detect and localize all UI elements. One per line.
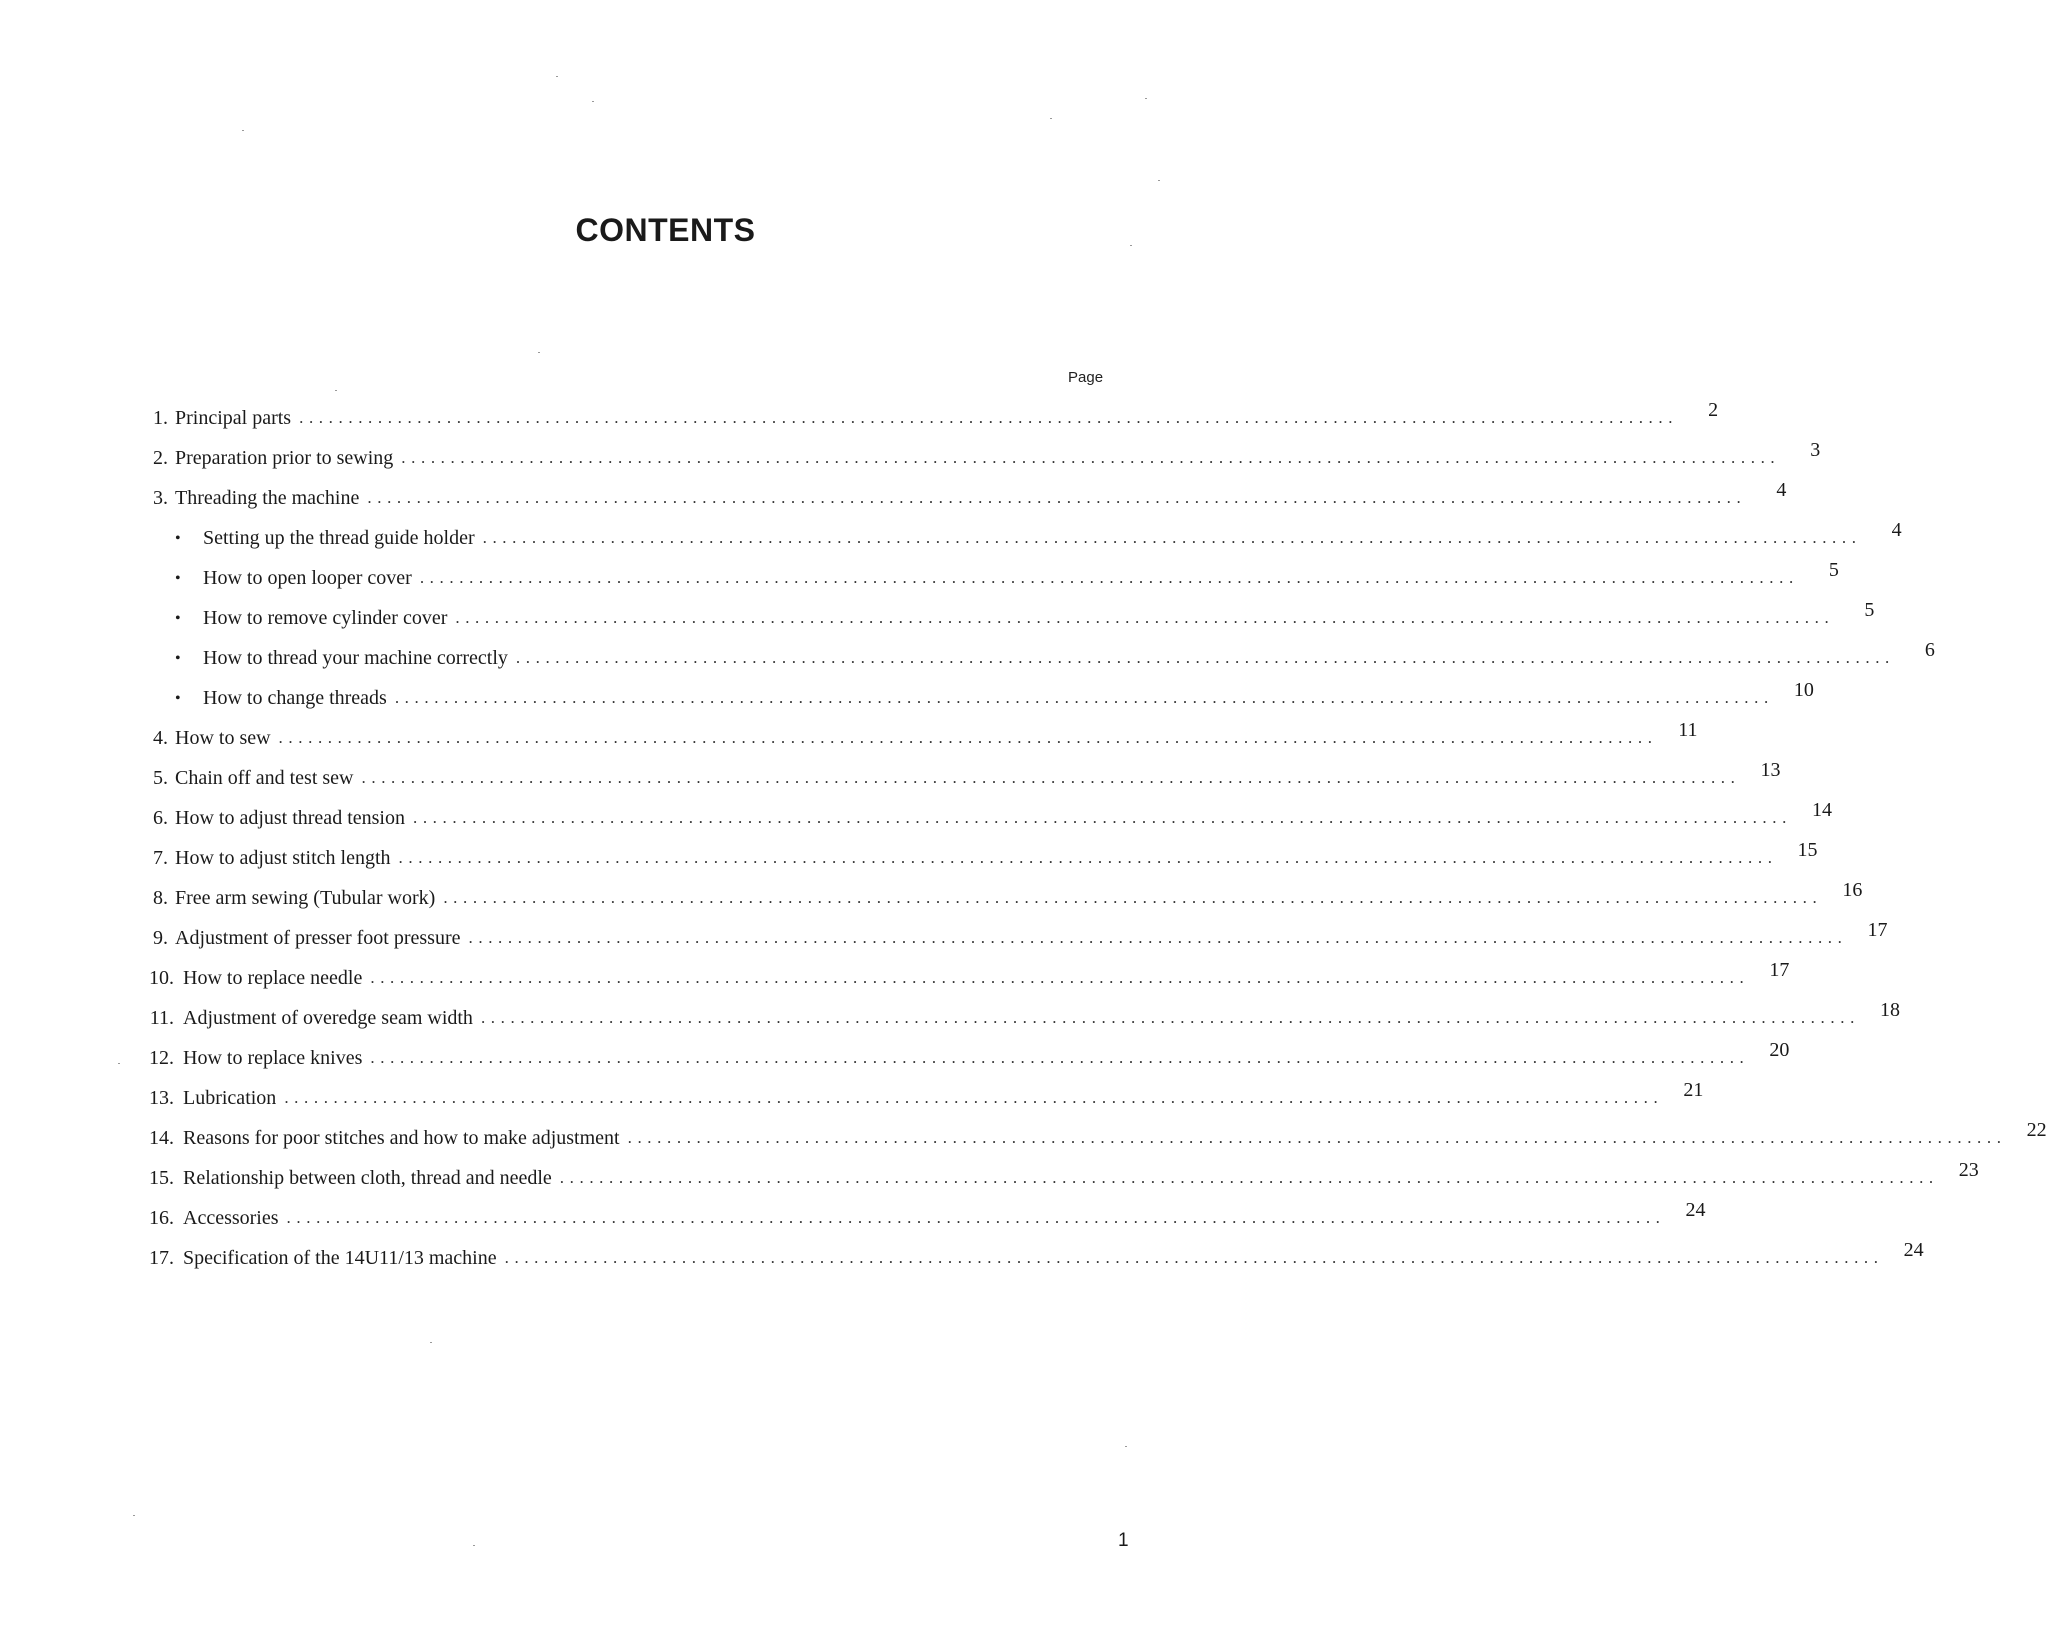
toc-leader-dots: ............................................................................................................................................	[284, 1088, 1664, 1107]
toc-entry-page: 5	[1864, 599, 1875, 621]
toc-entry	[140, 439, 1821, 470]
toc-entry-number: 16.	[149, 1207, 174, 1229]
bullet-icon: •	[175, 530, 181, 547]
toc-entry-page: 24	[1685, 1199, 1706, 1221]
toc-entry-label: How to thread your machine correctly	[203, 647, 508, 669]
toc-entry	[140, 1039, 1790, 1070]
toc-entry-number: 2.	[153, 447, 168, 469]
toc-leader-dots: ............................................................................................................................................	[559, 1168, 1939, 1187]
toc-entry-label: How to remove cylinder cover	[203, 607, 448, 629]
toc-entry-page: 4	[1776, 479, 1787, 501]
toc-entry-label: Relationship between cloth, thread and needle	[183, 1167, 552, 1189]
toc-leader-dots: ............................................................................................................................................	[515, 648, 1895, 667]
toc-entry-number: 10.	[149, 967, 174, 989]
toc-entry-number: 1.	[153, 407, 168, 429]
scan-speck	[430, 1342, 432, 1343]
toc-leader-dots: ............................................................................................................................................	[367, 488, 1747, 507]
toc-leader-dots: ............................................................................................................................................	[468, 928, 1848, 947]
bullet-icon: •	[175, 650, 181, 667]
page-title: CONTENTS	[575, 212, 756, 248]
scan-speck	[1125, 1446, 1127, 1447]
toc-leader-dots: ............................................................................................................................................	[627, 1128, 2007, 1147]
toc-entry	[175, 639, 1935, 670]
toc-entry-number: 11.	[149, 1007, 174, 1029]
toc-entry-page: 13	[1760, 759, 1781, 781]
toc-entry-label: How to change threads	[203, 687, 387, 709]
toc-leader-dots: ............................................................................................................................................	[370, 1048, 1750, 1067]
toc-entry	[175, 599, 1875, 630]
toc-entry-page: 6	[1924, 639, 1935, 661]
toc-entry	[175, 559, 1839, 590]
page-column-label: Page	[1068, 369, 1104, 386]
toc-entry-page: 23	[1958, 1159, 1979, 1181]
scan-speck	[538, 352, 540, 353]
toc-entry	[140, 1079, 1704, 1110]
toc-entry	[140, 879, 1863, 910]
toc-leader-dots: ............................................................................................................................................	[419, 568, 1799, 587]
toc-entry-number: 12.	[149, 1047, 174, 1069]
scan-speck	[335, 390, 337, 391]
toc-entry	[140, 799, 1832, 830]
toc-entry	[140, 839, 1818, 870]
toc-entry-number: 13.	[149, 1087, 174, 1109]
toc-entry	[140, 1199, 1706, 1230]
toc-entry	[140, 959, 1790, 990]
toc-entry-label: Accessories	[183, 1207, 279, 1229]
toc-entry-label: Threading the machine	[175, 487, 360, 509]
toc-leader-dots: ............................................................................................................................................	[480, 1008, 1860, 1027]
toc-entry-number: 9.	[153, 927, 168, 949]
toc-entry-label: How to sew	[175, 727, 271, 749]
toc-entry-number: 14.	[149, 1127, 174, 1149]
scan-speck	[1158, 180, 1160, 181]
toc-entry-page: 15	[1797, 839, 1818, 861]
toc-leader-dots: ............................................................................................................................................	[278, 728, 1658, 747]
toc-entry-label: How to replace needle	[183, 967, 363, 989]
scan-speck	[1145, 98, 1147, 99]
toc-leader-dots: ............................................................................................................................................	[394, 688, 1774, 707]
toc-leader-dots: ............................................................................................................................................	[482, 528, 1862, 547]
toc-leader-dots: ............................................................................................................................................	[412, 808, 1792, 827]
scan-speck	[133, 1515, 135, 1516]
toc-entry-page: 21	[1683, 1079, 1704, 1101]
scan-speck	[118, 1063, 120, 1064]
toc-entry-page: 24	[1903, 1239, 1924, 1261]
scan-speck	[592, 101, 594, 102]
toc-entry	[140, 1119, 2047, 1150]
toc-entry-label: Chain off and test sew	[175, 767, 354, 789]
toc-leader-dots: ............................................................................................................................................	[401, 448, 1781, 467]
toc-leader-dots: ............................................................................................................................................	[455, 608, 1835, 627]
toc-leader-dots: ............................................................................................................................................	[370, 968, 1750, 987]
toc-entry-label: Lubrication	[183, 1087, 277, 1109]
scan-speck	[1050, 118, 1052, 119]
bullet-icon: •	[175, 570, 181, 587]
toc-entry-page: 2	[1708, 399, 1719, 421]
toc-entry-label: How to replace knives	[183, 1047, 363, 1069]
toc-entry-label: Setting up the thread guide holder	[203, 527, 475, 549]
toc-entry-number: 7.	[153, 847, 168, 869]
toc-entry	[140, 1239, 1924, 1270]
toc-entry-page: 14	[1811, 799, 1832, 821]
toc-entry-number: 3.	[153, 487, 168, 509]
toc-entry-label: Principal parts	[175, 407, 292, 429]
toc-entry-label: Adjustment of presser foot pressure	[175, 927, 461, 949]
toc-entry-number: 15.	[149, 1167, 174, 1189]
toc-entry-page: 18	[1879, 999, 1900, 1021]
toc-entry	[140, 1159, 1979, 1190]
toc-entry	[175, 679, 1814, 710]
toc-entry	[140, 759, 1781, 790]
toc-entry	[175, 519, 1902, 550]
toc-entry-page: 11	[1678, 719, 1698, 741]
bullet-icon: •	[175, 610, 181, 627]
scan-speck	[1130, 245, 1132, 246]
toc-leader-dots: ............................................................................................................................................	[299, 408, 1679, 427]
toc-entry-page: 4	[1891, 519, 1902, 541]
toc-entry-page: 16	[1842, 879, 1863, 901]
toc-entry-label: Reasons for poor stitches and how to make adjustment	[183, 1127, 620, 1149]
scan-speck	[242, 130, 244, 131]
toc-entry-page: 17	[1769, 959, 1790, 981]
toc-leader-dots: ............................................................................................................................................	[443, 888, 1823, 907]
toc-entry-label: Adjustment of overedge seam width	[183, 1007, 473, 1029]
toc-entry	[140, 479, 1787, 510]
toc-entry-number: 6.	[153, 807, 168, 829]
toc-entry-number: 17.	[149, 1247, 174, 1269]
toc-entry	[140, 919, 1888, 950]
bullet-icon: •	[175, 690, 181, 707]
toc-entry-page: 20	[1769, 1039, 1790, 1061]
toc-entry-page: 5	[1828, 559, 1839, 581]
toc-entry-page: 3	[1810, 439, 1821, 461]
toc-entry-label: Preparation prior to sewing	[175, 447, 394, 469]
toc-entry-label: How to open looper cover	[203, 567, 412, 589]
page-number: 1	[1118, 1530, 1129, 1551]
toc-entry-label: Free arm sewing (Tubular work)	[175, 887, 436, 909]
toc-entry-label: Specification of the 14U11/13 machine	[183, 1247, 497, 1269]
toc-entry-page: 17	[1867, 919, 1888, 941]
toc-entry	[140, 719, 1698, 750]
toc-entry-number: 4.	[153, 727, 168, 749]
toc-entry-number: 8.	[153, 887, 168, 909]
scan-speck	[473, 1545, 475, 1546]
toc-leader-dots: ............................................................................................................................................	[286, 1208, 1666, 1227]
toc-entry-page: 10	[1793, 679, 1814, 701]
scan-speck	[556, 76, 558, 77]
toc-entry	[140, 399, 1719, 430]
toc-entry	[140, 999, 1900, 1030]
toc-entry-page: 22	[2026, 1119, 2047, 1141]
toc-entry-label: How to adjust thread tension	[175, 807, 405, 829]
toc-entry-label: How to adjust stitch length	[175, 847, 391, 869]
toc-leader-dots: ............................................................................................................................................	[361, 768, 1741, 787]
toc-leader-dots: ............................................................................................................................................	[504, 1248, 1884, 1267]
toc-entry-number: 5.	[153, 767, 168, 789]
toc-leader-dots: ............................................................................................................................................	[398, 848, 1778, 867]
